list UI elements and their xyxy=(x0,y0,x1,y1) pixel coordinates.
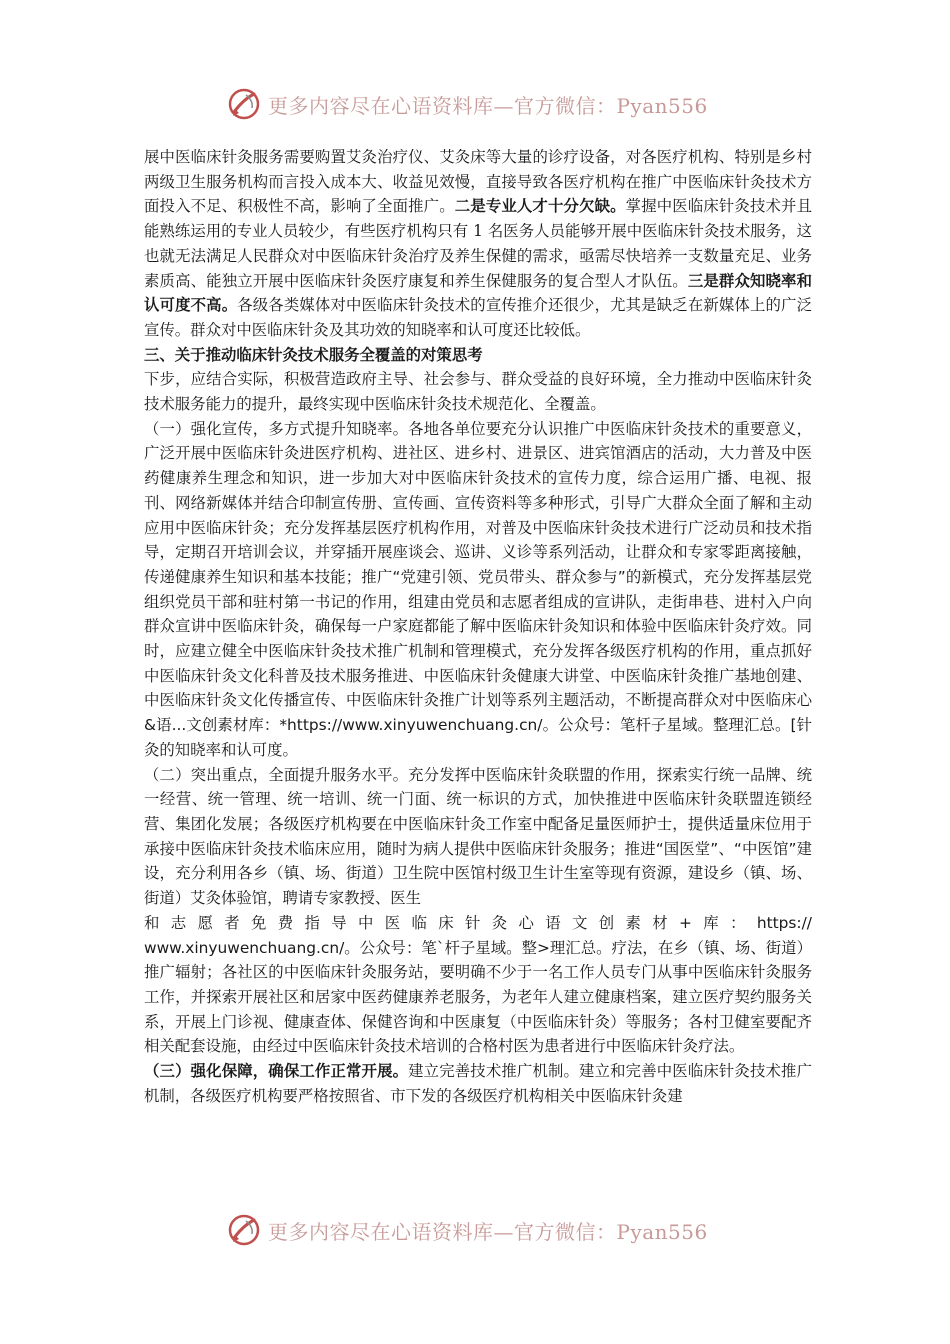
watermark-text: 更多内容尽在心语资料库—官方微信：Pyan556 xyxy=(268,93,708,118)
item-3-heading: （三）强化保障，确保工作正常开展。 xyxy=(144,1062,409,1081)
item-3-paragraph xyxy=(144,1059,812,1108)
section-lead: 下步，应结合实际，积极营造政府主导、社会参与、群众受益的良好环境，全力推动中医临床针灸技术服务能力的提升，最终实现中医临床针灸技术规范化、全覆盖。 xyxy=(144,370,812,414)
header-watermark xyxy=(0,84,950,124)
intro-bold-2: 三是群众知晓率和认可度不高。 xyxy=(144,271,812,315)
intro-bold-1: 二是专业人才十分欠缺。 xyxy=(454,197,626,216)
document-body xyxy=(144,145,812,1108)
section-heading: 三、关于推动临床针灸技术服务全覆盖的对策思考 xyxy=(144,345,483,364)
item-2-paragraph-b: www.xinyuwenchuang.cn/。公众号：笔`杆子星域。整>理汇总。疗法，在乡（镇、场、街道）推广辐射；各社区的中医临床针灸服务站，要明确不少于一名工作人员专门从事中医临床针灸服务工作，并探索开展社区和居家中医药健康养老服务，为老年人建立健康档案，建立医疗契约服务关系，开展上门诊视、健康查体、保健咨询和中医康复（中医临床针灸）等服务；各村卫健室要配齐相关配套设施，由经过中医临床针灸技术培训的合格村医为患者进行中医临床针灸疗法。 xyxy=(144,938,812,1056)
intro-text-2: 掌握中医临床针灸技术并且能熟练运用的专业人员较少，有些医疗机构只有 1 名医务人员能够开展中医临床针灸技术服务，这也就无法满足人民群众对中医临床针灸治疗及养生保健的需求，亟需尽快培养一支数量充足、业务素质高、能独立开展中医临床针灸医疗康复和养生保健服务的复合型人才队伍。 xyxy=(144,197,812,290)
watermark-text: 更多内容尽在心语资料库—官方微信：Pyan556 xyxy=(268,1219,708,1244)
footer-watermark xyxy=(0,1210,950,1250)
item-3-text: 建立完善技术推广机制。建立和完善中医临床针灸技术推广机制，各级医疗机构要严格按照省、市下发的各级医疗机构相关中医临床针灸建 xyxy=(144,1062,812,1105)
intro-text-3: 各级各类媒体对中医临床针灸技术的宣传推介还很少，尤其是缺乏在新媒体上的广泛宣传。群众对中医临床针灸及其功效的知晓率和认可度还比较低。 xyxy=(144,296,812,339)
brush-pen-logo-icon xyxy=(226,86,262,122)
intro-paragraph xyxy=(144,145,812,343)
item-2-paragraph-a: （二）突出重点，全面提升服务水平。充分发挥中医临床针灸联盟的作用，探索实行统一品牌、统一经营、统一管理、统一培训、统一门面、统一标识的方式，加快推进中医临床针灸联盟连锁经营、集团化发展；各级医疗机构要在中医临床针灸工作室中配备足量医师护士，提供适量床位用于承接中医临床针灸技术临床应用，随时为病人提供中医临床针灸服务；推进“国医堂”、“中医馆”建设，充分利用各乡（镇、场、街道）卫生院中医馆村级卫生计生室等现有资源，建设乡（镇、场、街道）艾灸体验馆，聘请专家教授、医生 xyxy=(144,765,812,908)
brush-pen-logo-icon xyxy=(226,1212,262,1248)
item-2-spread-line: 和志愿者免费指导中医临床针灸心语文创素材+库：https:// xyxy=(144,913,812,932)
intro-text-1: 展中医临床针灸服务需要购置艾灸治疗仪、艾灸床等大量的诊疗设备，对各医疗机构、特别是乡村两级卫生服务机构而言投入成本大、收益见效慢，直接导致各医疗机构在推广中医临床针灸技术方面投入不足、积极性不高，影响了全面推广。 xyxy=(144,148,812,216)
item-1-paragraph: （一）强化宣传，多方式提升知晓率。各地各单位要充分认识推广中医临床针灸技术的重要意义，广泛开展中医临床针灸进医疗机构、进社区、进乡村、进景区、进宾馆酒店的活动，大力普及中医药健康养生理念和知识，进一步加大对中医临床针灸技术的宣传力度，综合运用广播、电视、报刊、网络新媒体并结合印制宣传册、宣传画、宣传资料等多种形式，引导广大群众全面了解和主动应用中医临床针灸；充分发挥基层医疗机构作用，对普及中医临床针灸技术进行广泛动员和技术指导，定期召开培训会议，并穿插开展座谈会、巡讲、义诊等系列活动，让群众和专家零距离接触，传递健康养生知识和基本技能；推广“党建引领、党员带头、群众参与”的新模式，充分发挥基层党组织党员干部和驻村第一书记的作用，组建由党员和志愿者组成的宣讲队，走街串巷、进村入户向群众宣讲中医临床针灸，确保每一户家庭都能了解中医临床针灸知识和体验中医临床针灸疗效。同时，应建立健全中医临床针灸技术推广机制和管理模式，充分发挥各级医疗机构的作用，重点抓好中医临床针灸文化科普及技术服务推进、中医临床针灸健康大讲堂、中医临床针灸推广基地创建、中医临床针灸文化传播宣传、中医临床针灸推广计划等系列主题活动，不断提高群众对中医临床心&语...文创素材库：*https://www.xinyuwenchuang.cn/。公众号：笔杆子星域。整理汇总。[针灸的知晓率和认可度。 xyxy=(144,419,812,759)
